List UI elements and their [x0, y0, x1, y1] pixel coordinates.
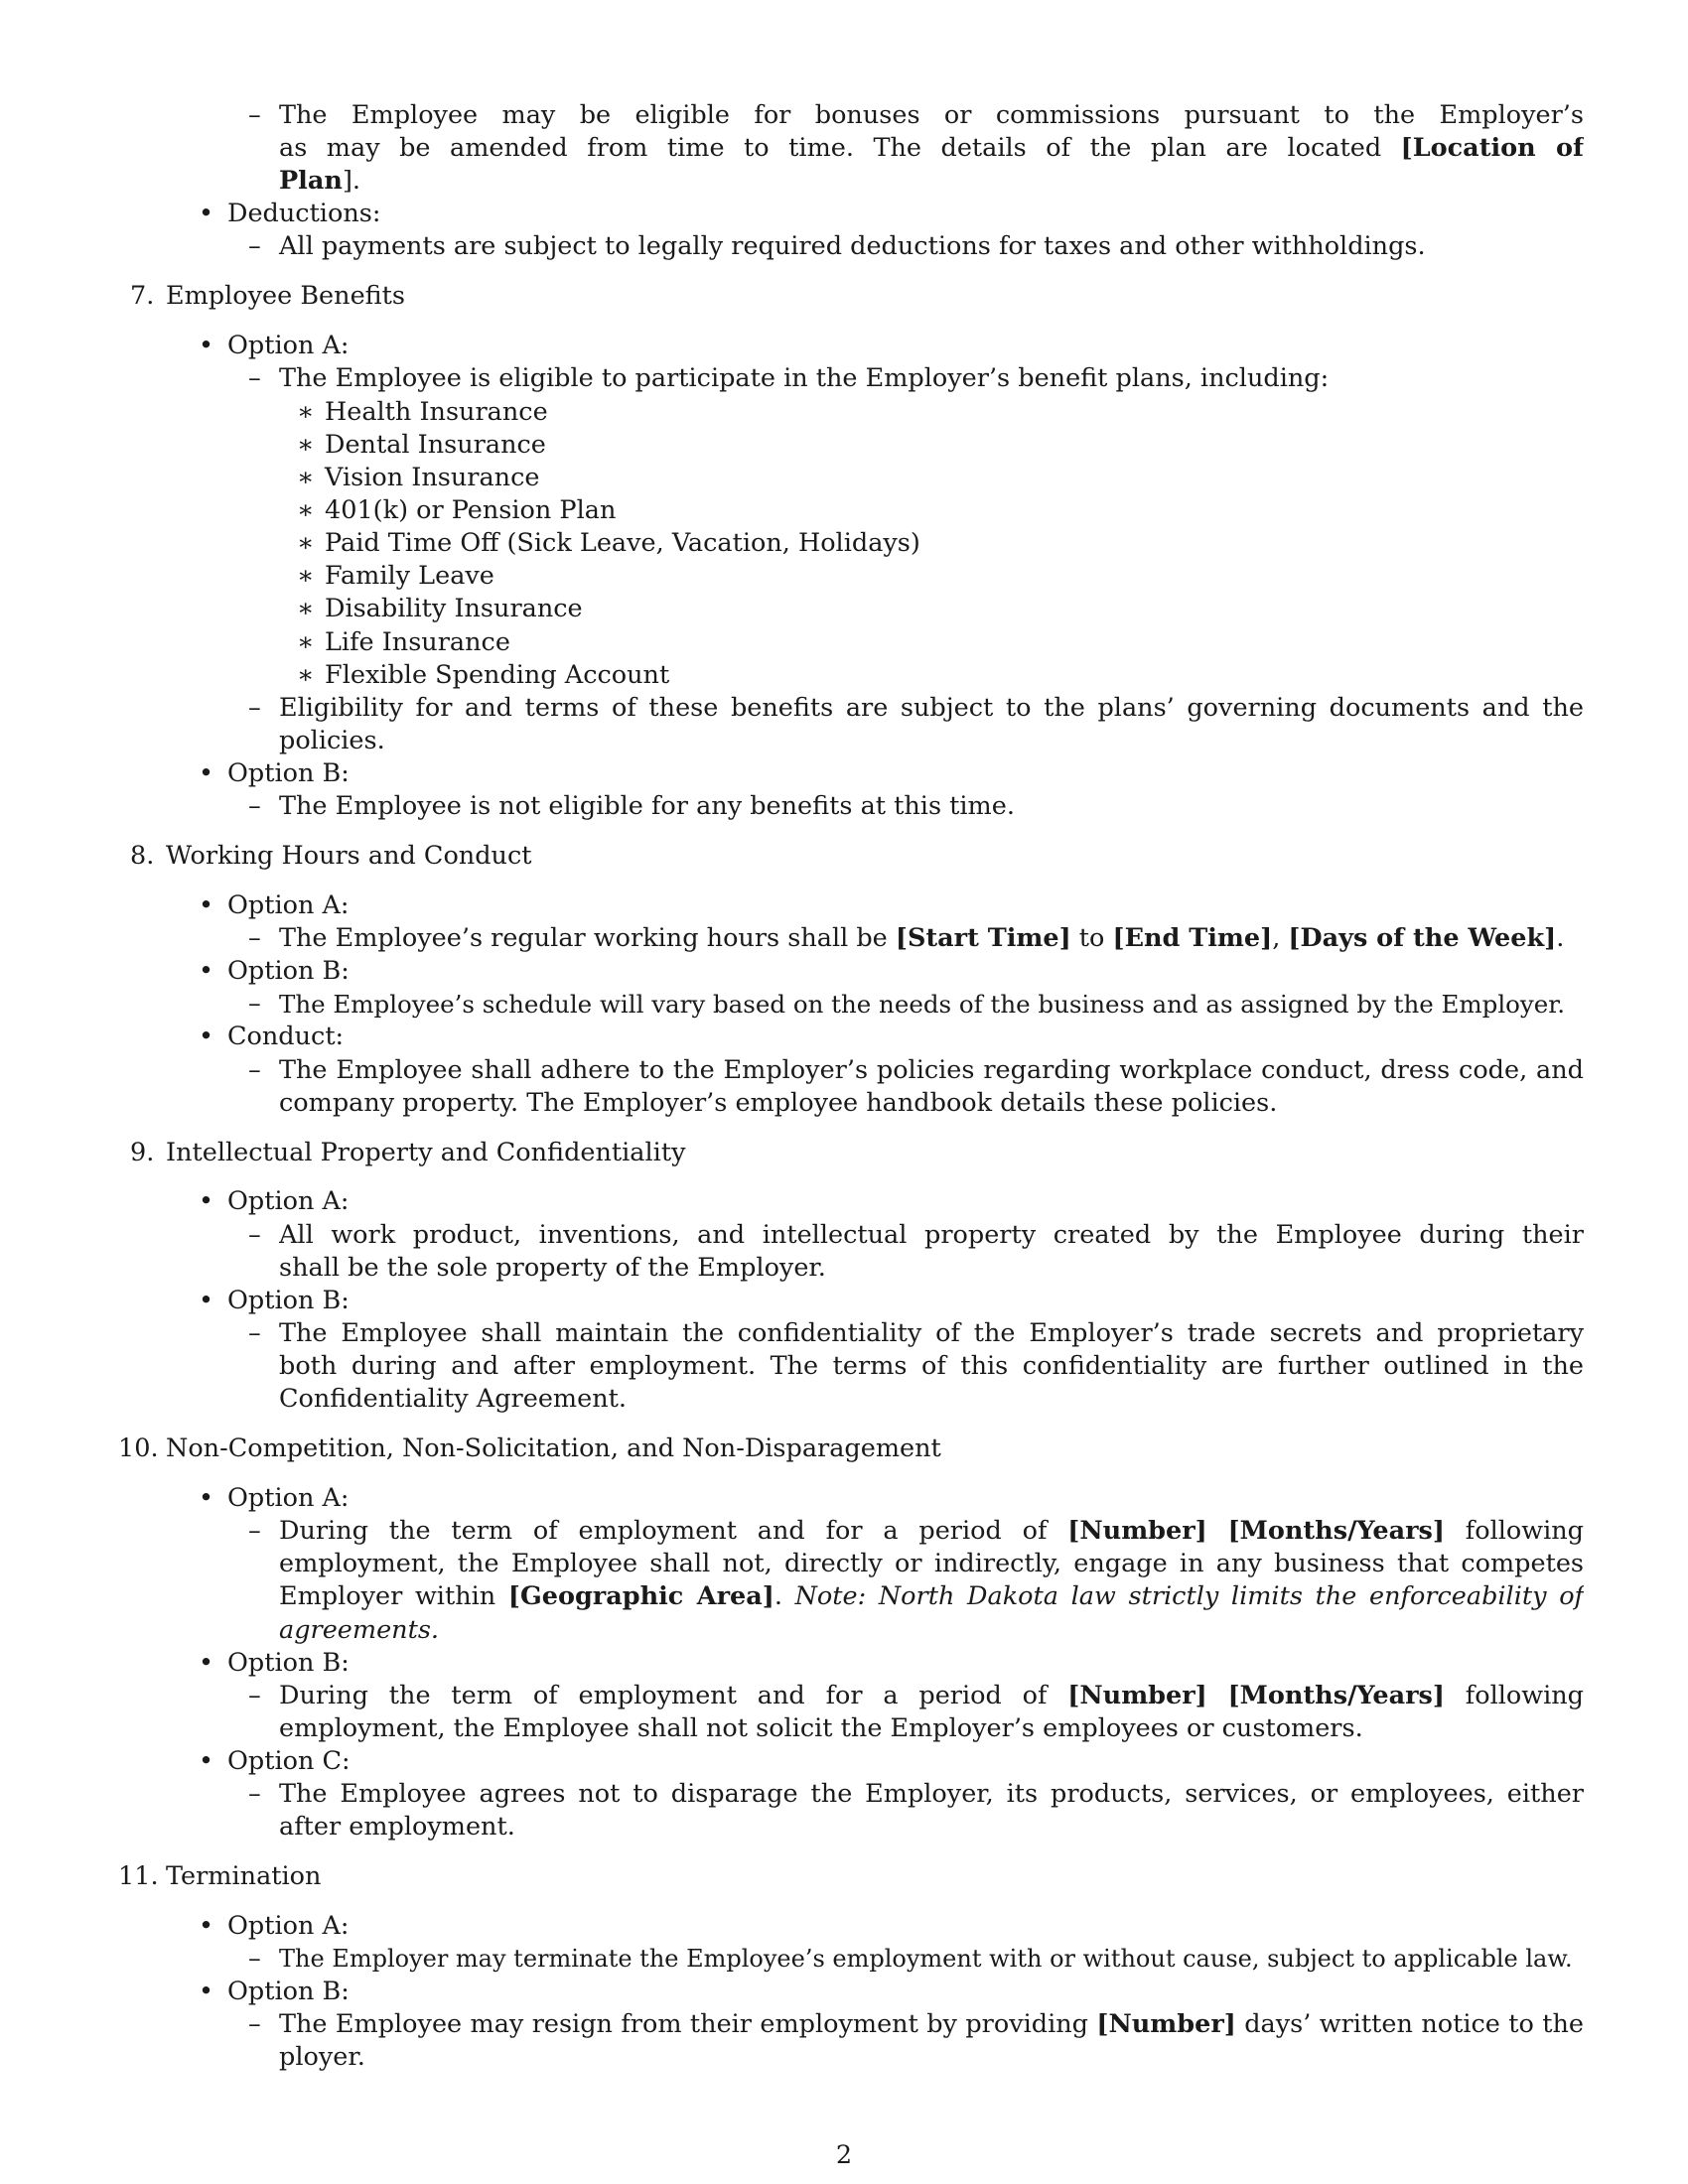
option-label: Option C:	[227, 1746, 351, 1776]
nc-b-line-2: employment, the Employee shall not solicit the Employer’s employees or customers.	[279, 1713, 1363, 1743]
conduct-line-1: The Employee shall adhere to the Employer’s policies regarding workplace conduct, dress code, and	[279, 1055, 1584, 1085]
bonus-line-3	[279, 165, 360, 198]
nc-c-line-1: The Employee agrees not to disparage the Employer, its products, services, or employees, either	[279, 1779, 1584, 1809]
placeholder-geographic-area: [Geographic Area]	[507, 1581, 774, 1611]
placeholder-number: [Number]	[1096, 2009, 1236, 2039]
section-title-benefits: Employee Benefits	[166, 281, 406, 311]
dash-marker: –	[248, 100, 261, 130]
placeholder-months-years: [Months/Years]	[1227, 1516, 1445, 1546]
dash-marker: –	[248, 1944, 261, 1974]
asterisk-marker: ∗	[297, 463, 315, 492]
schedule-text: The Employee’s schedule will vary based on the needs of the business and as assigned by the Employer.	[279, 990, 1566, 1019]
asterisk-marker: ∗	[297, 561, 315, 591]
bullet-marker: •	[199, 956, 214, 986]
hours-text	[279, 922, 1564, 955]
bullet-marker: •	[199, 199, 214, 228]
nc-note: Note: North Dakota law strictly limits the enforceability of	[794, 1581, 1584, 1611]
nc-text-end: following	[1465, 1516, 1584, 1546]
asterisk-marker: ∗	[297, 660, 315, 690]
bullet-marker: •	[199, 331, 214, 360]
section-number: 10.	[118, 1433, 159, 1463]
benefit-item: Health Insurance	[325, 397, 548, 427]
termination-b-line-2: ployer.	[279, 2042, 365, 2072]
page-number: 2	[835, 2140, 853, 2170]
section-number: 11.	[118, 1861, 159, 1891]
ip-b-line-3: Confidentiality Agreement.	[279, 1384, 627, 1414]
dash-marker: –	[248, 2009, 261, 2039]
benefit-item: Life Insurance	[325, 627, 510, 657]
placeholder-start-time: [Start Time]	[895, 923, 1071, 953]
eligibility-line-2: policies.	[279, 726, 385, 755]
dash-marker: –	[248, 989, 261, 1019]
nc-a-line-4: agreements.	[279, 1615, 440, 1645]
dash-marker: –	[248, 1055, 261, 1085]
benefit-item: Paid Time Off (Sick Leave, Vacation, Holidays)	[325, 528, 920, 558]
section-number: 7.	[130, 281, 155, 311]
ip-b-line-1: The Employee shall maintain the confidentiality of the Employer’s trade secrets and proprietary	[279, 1318, 1584, 1348]
section-title-ip: Intellectual Property and Confidentiality	[166, 1138, 686, 1167]
placeholder-number: [Number]	[1067, 1681, 1207, 1710]
section-number: 9.	[130, 1138, 155, 1167]
hours-post: .	[1556, 923, 1565, 953]
option-label: Option A:	[227, 1911, 350, 1941]
bonus-line-1: The Employee may be eligible for bonuses or commissions pursuant to the Employer’s	[279, 100, 1584, 130]
bonus-text-end: ].	[342, 166, 360, 196]
dash-marker: –	[248, 1516, 261, 1546]
bullet-marker: •	[199, 1286, 214, 1315]
ip-a-line-2: shall be the sole property of the Employer.	[279, 1253, 826, 1283]
ip-a-line-1: All work product, inventions, and intellectual property created by the Employee during their	[279, 1220, 1584, 1250]
bullet-marker: •	[199, 1022, 214, 1051]
nc-text: During the term of employment and for a period of	[279, 1681, 1068, 1710]
option-label: Option B:	[227, 1648, 350, 1678]
deductions-label: Deductions:	[227, 199, 381, 228]
dash-marker: –	[248, 693, 261, 723]
dash-marker: –	[248, 363, 261, 393]
dash-marker: –	[248, 1681, 261, 1710]
option-label: Option A:	[227, 1483, 350, 1513]
section-number: 8.	[130, 841, 155, 871]
section-title-termination: Termination	[166, 1861, 322, 1891]
dash-marker: –	[248, 1220, 261, 1250]
placeholder-bonus-location-end: Plan	[279, 166, 343, 196]
nc-text-end: following	[1465, 1681, 1584, 1710]
dash-marker: –	[248, 1779, 261, 1809]
conduct-label: Conduct:	[227, 1022, 345, 1051]
bullet-marker: •	[199, 1977, 214, 2006]
bullet-marker: •	[199, 890, 214, 920]
eligibility-line-1: Eligibility for and terms of these benefits are subject to the plans’ governing documents and the	[279, 693, 1584, 723]
no-benefits-text: The Employee is not eligible for any benefits at this time.	[279, 791, 1015, 821]
option-label: Option B:	[227, 1977, 350, 2006]
hours-sep: ,	[1272, 923, 1289, 953]
option-label: Option A:	[227, 1186, 350, 1216]
termination-text-end: days’ written notice to the	[1244, 2009, 1584, 2039]
nc-space	[1207, 1681, 1228, 1710]
option-label: Option A:	[227, 331, 350, 360]
nc-sep: .	[774, 1581, 795, 1611]
option-label: Option B:	[227, 956, 350, 986]
nc-a-line-3	[279, 1580, 1584, 1613]
ip-b-line-2: both during and after employment. The terms of this confidentiality are further outlined in the	[279, 1351, 1584, 1381]
nc-a-line-1	[279, 1515, 1584, 1548]
nc-a-line-2: employment, the Employee shall not, directly or indirectly, engage in any business that competes	[279, 1549, 1584, 1578]
placeholder-bonus-location: [Location of	[1400, 133, 1584, 163]
benefits-intro: The Employee is eligible to participate in the Employer’s benefit plans, including:	[279, 363, 1330, 393]
bullet-marker: •	[199, 1911, 214, 1941]
dash-marker: –	[248, 1318, 261, 1348]
bonus-line-2	[279, 132, 1584, 165]
bullet-marker: •	[199, 1186, 214, 1216]
nc-text: Employer within	[279, 1581, 508, 1611]
asterisk-marker: ∗	[297, 594, 315, 623]
benefit-item: Flexible Spending Account	[325, 660, 670, 690]
placeholder-months-years: [Months/Years]	[1227, 1681, 1445, 1710]
asterisk-marker: ∗	[297, 397, 315, 427]
dash-marker: –	[248, 791, 261, 821]
nc-b-line-1	[279, 1680, 1584, 1712]
hours-pre: The Employee’s regular working hours shall be	[279, 923, 896, 953]
nc-space	[1207, 1516, 1228, 1546]
placeholder-days: [Days of the Week]	[1288, 923, 1557, 953]
nc-c-line-2: after employment.	[279, 1812, 515, 1842]
termination-a-text: The Employer may terminate the Employee’s employment with or without cause, subject to applicable law.	[279, 1945, 1573, 1973]
termination-text: The Employee may resign from their employment by providing	[279, 2009, 1097, 2039]
section-title-hours: Working Hours and Conduct	[166, 841, 532, 871]
benefit-item: Vision Insurance	[325, 463, 540, 492]
dash-marker: –	[248, 923, 261, 953]
bullet-marker: •	[199, 1483, 214, 1513]
asterisk-marker: ∗	[297, 627, 315, 657]
asterisk-marker: ∗	[297, 528, 315, 558]
asterisk-marker: ∗	[297, 495, 315, 525]
conduct-line-2: company property. The Employer’s employee handbook details these policies.	[279, 1088, 1278, 1118]
nc-text: During the term of employment and for a period of	[279, 1516, 1068, 1546]
asterisk-marker: ∗	[297, 430, 315, 460]
benefit-item: Disability Insurance	[325, 594, 583, 623]
benefit-item: Dental Insurance	[325, 430, 546, 460]
benefit-item: 401(k) or Pension Plan	[325, 495, 617, 525]
option-label: Option A:	[227, 890, 350, 920]
option-label: Option B:	[227, 1286, 350, 1315]
bonus-text: as may be amended from time to time. The details of the plan are located	[279, 133, 1401, 163]
bullet-marker: •	[199, 758, 214, 788]
option-label: Option B:	[227, 758, 350, 788]
dash-marker: –	[248, 231, 261, 261]
section-title-noncompete: Non-Competition, Non-Solicitation, and Non-Disparagement	[166, 1433, 941, 1463]
hours-mid: to	[1070, 923, 1113, 953]
benefit-item: Family Leave	[325, 561, 494, 591]
placeholder-number: [Number]	[1067, 1516, 1207, 1546]
placeholder-end-time: [End Time]	[1112, 923, 1273, 953]
bullet-marker: •	[199, 1746, 214, 1776]
deductions-text: All payments are subject to legally required deductions for taxes and other withholdings.	[279, 231, 1426, 261]
bullet-marker: •	[199, 1648, 214, 1678]
termination-b-line-1	[279, 2008, 1584, 2041]
